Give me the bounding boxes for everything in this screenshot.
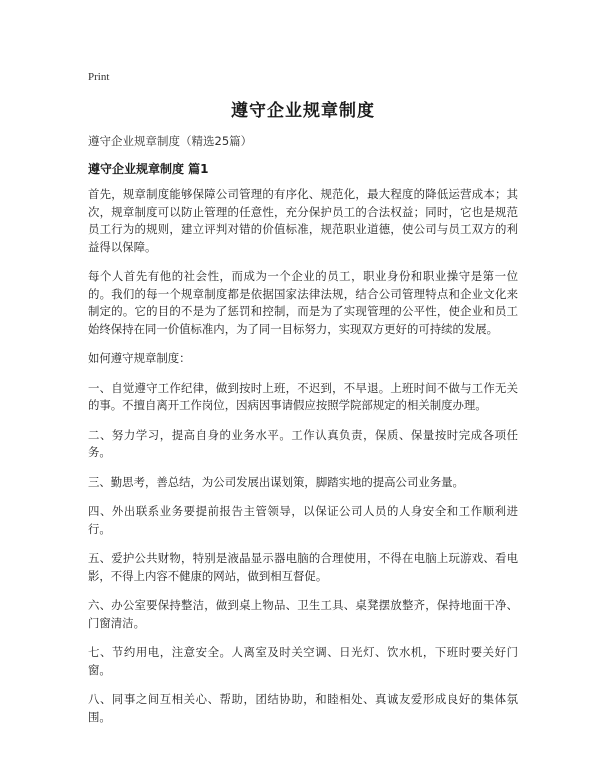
- paragraph: 七、节约用电，注意安全。人离室及时关空调、日光灯、饮水机，下班时要关好门窗。: [88, 645, 518, 677]
- section-heading: 遵守企业规章制度 篇1: [88, 162, 209, 176]
- paragraph: 首先，规章制度能够保障公司管理的有序化、规范化，最大程度的降低运营成本；其次，规章制度可以防止管理的任意性，充分保护员工的合法权益；同时，它也是规范员工行为的规则，建立评判对错的价值标准，规范职业道德，使公司与员工双方的利益得以保障。: [88, 187, 518, 254]
- paragraph: 如何遵守规章制度：: [88, 351, 191, 365]
- paragraph: 五、爱护公共财物，特别是液晶显示器电脑的合理使用，不得在电脑上玩游戏、看电影，不得上内容不健康的网站，做到相互督促。: [88, 551, 518, 583]
- paragraph: 四、外出联系业务要提前报告主管领导，以保证公司人员的人身安全和工作顺利进行。: [88, 504, 518, 536]
- paragraph: 三、勤思考，善总结，为公司发展出谋划策，脚踏实地的提高公司业务量。: [88, 474, 464, 489]
- paragraph: 六、办公室要保持整洁，做到桌上物品、卫生工具、桌凳摆放整齐，保持地面干净、门窗清洁。: [88, 598, 518, 630]
- print-link[interactable]: Print: [88, 71, 110, 83]
- paragraph: 一、自觉遵守工作纪律，做到按时上班，不迟到，不早退。上班时间不做与工作无关的事。不擅自离开工作岗位，因病因事请假应按照学院部规定的相关制度办理。: [88, 380, 518, 412]
- paragraph: 八、同事之间互相关心、帮助，团结协助，和睦相处、真诚友爱形成良好的集体氛围。: [88, 692, 518, 724]
- article-body: [88, 186, 518, 738]
- page-title: 遵守企业规章制度: [231, 101, 375, 121]
- paragraph: 二、努力学习，提高自身的业务水平。工作认真负责，保质、保量按时完成各项任务。: [88, 427, 518, 459]
- paragraph: 每个人首先有他的社会性，而成为一个企业的员工，职业身份和职业操守是第一位的。我们的每一个规章制度都是依据国家法律法规，结合公司管理特点和企业文化来制定的。它的目的不是为了惩罚和控制，而是为了实现管理的公平性，使企业和员工始终保持在同一价值标准内，为了同一目标努力，实现双方更好的可持续的发展。: [88, 269, 518, 336]
- document-subtitle: 遵守企业规章制度（精选25篇）: [88, 134, 253, 148]
